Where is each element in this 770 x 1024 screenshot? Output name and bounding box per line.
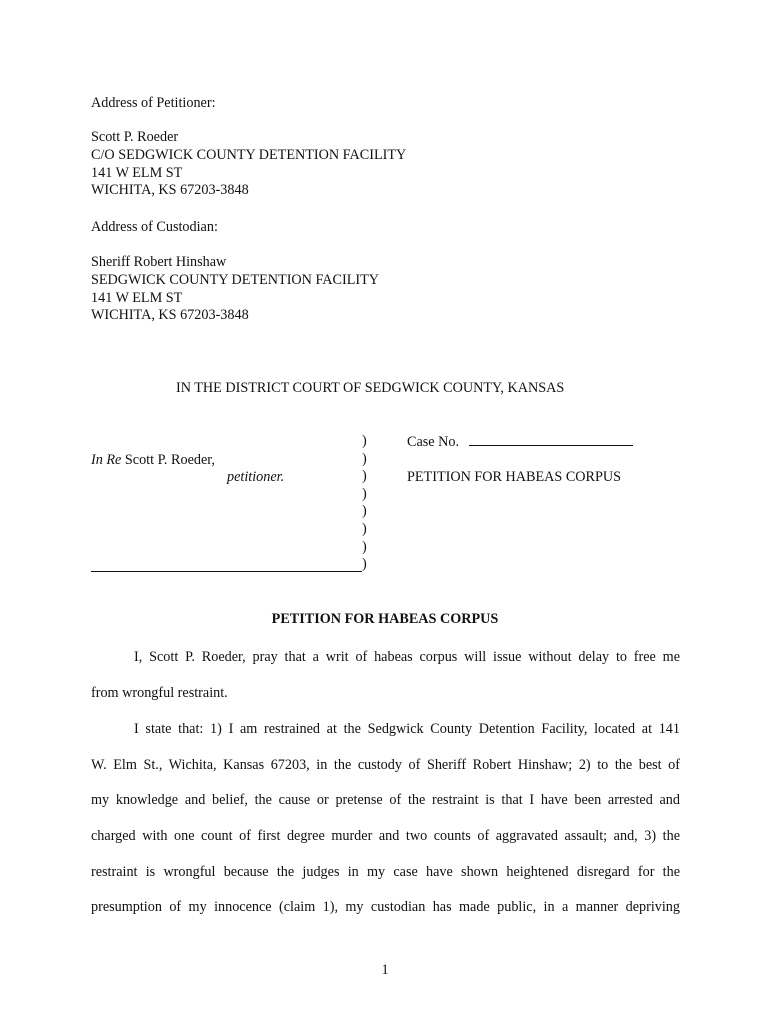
paragraph-line: from wrongful restraint. <box>91 684 228 701</box>
caption-case-title: PETITION FOR HABEAS CORPUS <box>407 469 622 485</box>
page-number: 1 <box>381 962 389 978</box>
custodian-address-heading: Address of Custodian: <box>91 219 218 235</box>
paragraph-2 <box>91 720 680 934</box>
custodian-address-lines <box>91 254 379 325</box>
custodian-city: WICHITA, KS 67203-3848 <box>91 307 249 324</box>
caption-paren: ) <box>362 468 367 485</box>
caption-paren: ) <box>362 485 367 502</box>
petitioner-street: 141 W ELM ST <box>91 164 183 181</box>
custodian-facility: SEDGWICK COUNTY DETENTION FACILITY <box>91 271 380 288</box>
caption-rule <box>91 571 362 572</box>
court-heading: IN THE DISTRICT COURT OF SEDGWICK COUNTY, KANSAS <box>176 380 565 396</box>
paragraph-line: restraint is wrongful because the judges in my case have shown heightened disregard for the <box>91 863 680 880</box>
custodian-street: 141 W ELM ST <box>91 289 183 306</box>
petitioner-name: Scott P. Roeder <box>91 129 179 145</box>
paragraph-line: W. Elm St., Wichita, Kansas 67203, in the custody of Sheriff Robert Hinshaw; 2) to the best of <box>91 756 680 773</box>
caption-paren: ) <box>362 433 367 449</box>
paragraph-line: my knowledge and belief, the cause or pretense of the restraint is that I have been arrested and <box>91 792 680 809</box>
petitioner-address-heading: Address of Petitioner: <box>91 95 216 111</box>
petitioner-address-block <box>91 95 216 113</box>
paragraph-line: I state that: 1) I am restrained at the Sedgwick County Detention Facility, located at 141 <box>134 721 680 737</box>
petitioner-address-lines <box>91 129 406 200</box>
caption-party-name: Scott P. Roeder, <box>121 452 215 468</box>
paragraph-line: presumption of my innocence (claim 1), my custodian has made public, in a manner depriving <box>91 899 680 916</box>
paragraph-line: I, Scott P. Roeder, pray that a writ of habeas corpus will issue without delay to free me <box>134 649 680 665</box>
caption-role: petitioner. <box>227 469 285 485</box>
paragraph-line: charged with one count of first degree murder and two counts of aggravated assault; and, 3) the <box>91 828 680 845</box>
custodian-address-block <box>91 219 218 237</box>
caption-paren: ) <box>362 450 367 467</box>
petitioner-facility: C/O SEDGWICK COUNTY DETENTION FACILITY <box>91 146 407 163</box>
paragraph-1 <box>91 648 680 719</box>
case-number-label: Case No. <box>407 434 460 450</box>
petitioner-city: WICHITA, KS 67203-3848 <box>91 182 249 199</box>
document-title: PETITION FOR HABEAS CORPUS <box>271 611 499 627</box>
case-number <box>407 433 459 451</box>
caption-party <box>91 451 215 469</box>
caption-paren: ) <box>362 503 367 520</box>
custodian-name: Sheriff Robert Hinshaw <box>91 254 227 270</box>
case-number-blank <box>469 445 633 446</box>
caption-paren: ) <box>362 538 367 555</box>
in-re-label: In Re <box>91 452 122 468</box>
caption-paren: ) <box>362 520 367 537</box>
caption-paren-column <box>362 433 367 574</box>
caption-paren: ) <box>362 556 367 573</box>
